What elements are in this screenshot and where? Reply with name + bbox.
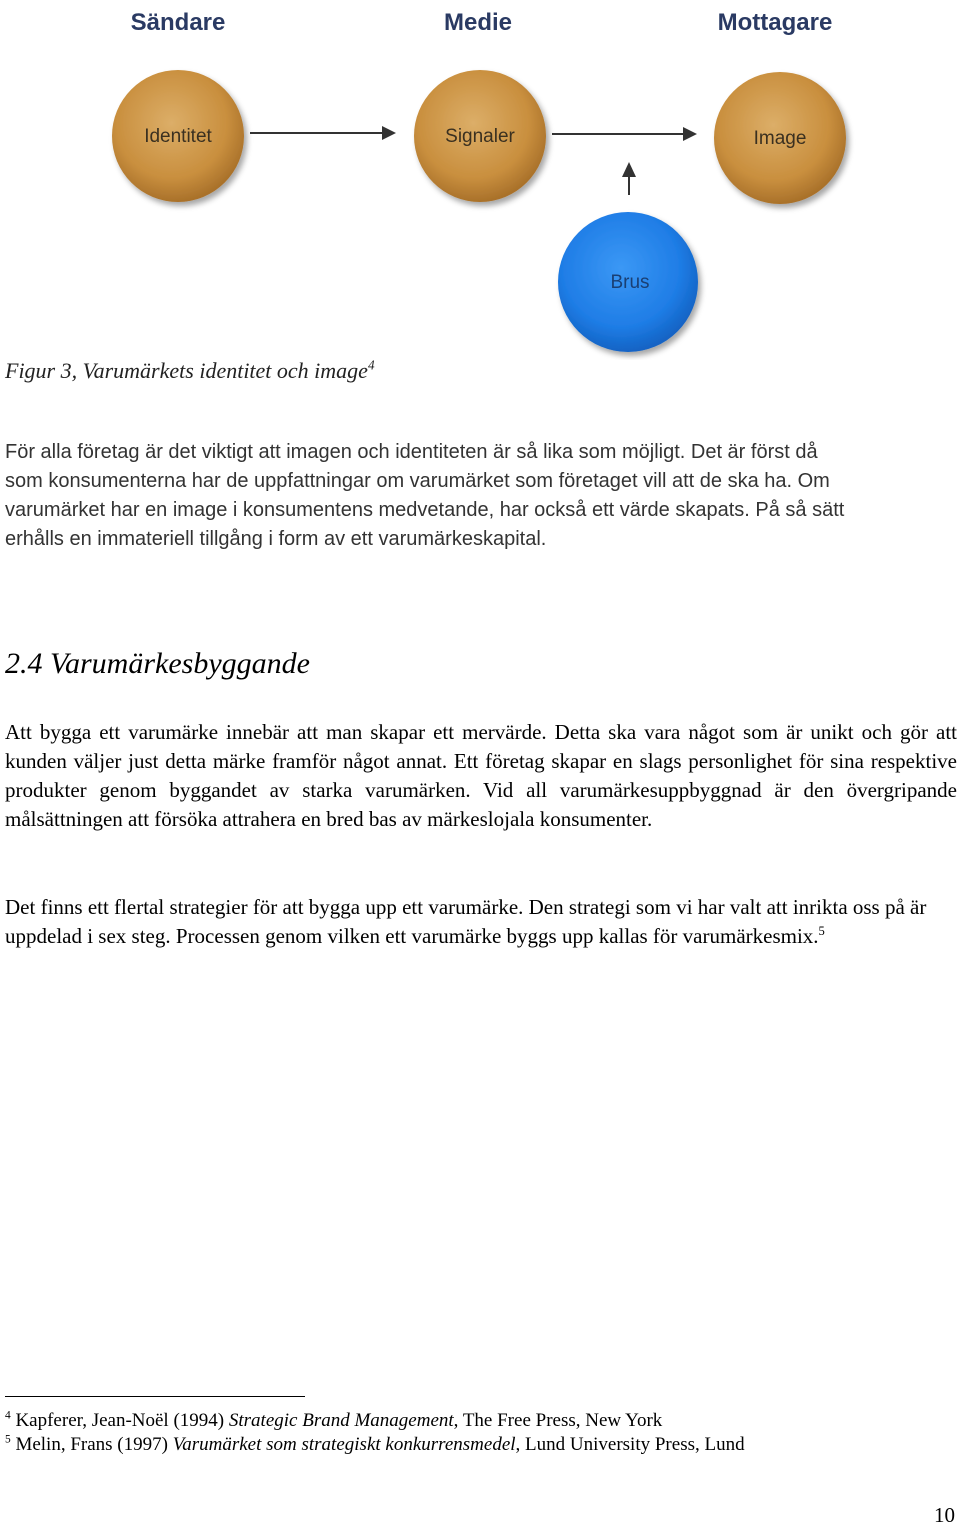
identity-node-label: Identitet xyxy=(144,126,212,147)
footnote-publisher: , Lund University Press, Lund xyxy=(515,1434,745,1455)
image-node-label: Image xyxy=(753,128,807,149)
paragraph-line: För alla företag är det viktigt att imagen och identiteten är så lika som möjligt. Det är först då xyxy=(5,441,818,463)
footnote-title: Strategic Brand Management xyxy=(228,1410,454,1431)
column-label-receiver: Mottagare xyxy=(717,9,833,36)
footnote-title: Varumärket som strategiskt konkurrensmedel xyxy=(172,1434,516,1455)
paragraph-line: som konsumenterna har de uppfattningar om varumärket som företaget vill att de ska ha. Om xyxy=(5,470,830,492)
paragraph-strategies-text: Det finns ett flertal strategier för att bygga upp ett varumärke. Den strategi som vi har valt att inrikta oss på är uppdelad i sex steg. Processen genom vilken ett varumärke byggs upp kallas för varumärkesmix. xyxy=(5,895,927,948)
footnote-number: 4 xyxy=(5,1409,11,1422)
signals-node-label: Signaler xyxy=(445,126,515,147)
figure-footnote-ref: 4 xyxy=(367,357,375,373)
arrow-identity-to-signals xyxy=(250,126,396,140)
footnote-author: Melin, Frans (1997) xyxy=(15,1434,173,1455)
identity-image-diagram xyxy=(0,0,960,360)
paragraph-brand-building: Att bygga ett varumärke innebär att man skapar ett mervärde. Detta ska vara något som är unikt och gör att kunden väljer just detta märke framför något annat. Ett företag skapar en slags personlighet för sina respektive produkter genom byggandet av starka varumärken. Vid all varumärkesuppbyggnad är den övergripande målsättningen att försöka attrahera en bred bas av märkeslojala konsumenter. xyxy=(5,720,957,831)
column-label-medium: Medie xyxy=(443,9,513,36)
page-number: 10 xyxy=(934,1503,955,1527)
paragraph-strategies xyxy=(5,893,957,951)
column-label-sender: Sändare xyxy=(130,9,226,36)
paragraph-line: erhålls en immateriell tillgång i form av ett varumärkeskapital. xyxy=(5,528,547,550)
footnote-5 xyxy=(5,1433,745,1457)
figure-caption-text: Figur 3, Varumärkets identitet och image xyxy=(5,358,368,383)
figure-caption xyxy=(5,356,375,386)
section-heading: 2.4 Varumärkesbyggande xyxy=(5,647,310,680)
footnote-4 xyxy=(5,1409,662,1433)
arrow-noise-to-channel xyxy=(622,162,636,195)
footnote-author: Kapferer, Jean-Noël (1994) xyxy=(15,1410,229,1431)
paragraph-identity-image xyxy=(5,438,957,554)
footnote-publisher: , The Free Press, New York xyxy=(453,1410,663,1431)
paragraph-line: varumärket har en image i konsumentens medvetande, har också ett värde skapats. På så sätt xyxy=(5,499,845,521)
noise-node-label: Brus xyxy=(610,272,650,293)
footnote-number: 5 xyxy=(5,1433,11,1446)
footnote-ref-5: 5 xyxy=(818,924,825,938)
footnote-separator xyxy=(5,1396,305,1397)
arrow-signals-to-image xyxy=(552,127,697,141)
